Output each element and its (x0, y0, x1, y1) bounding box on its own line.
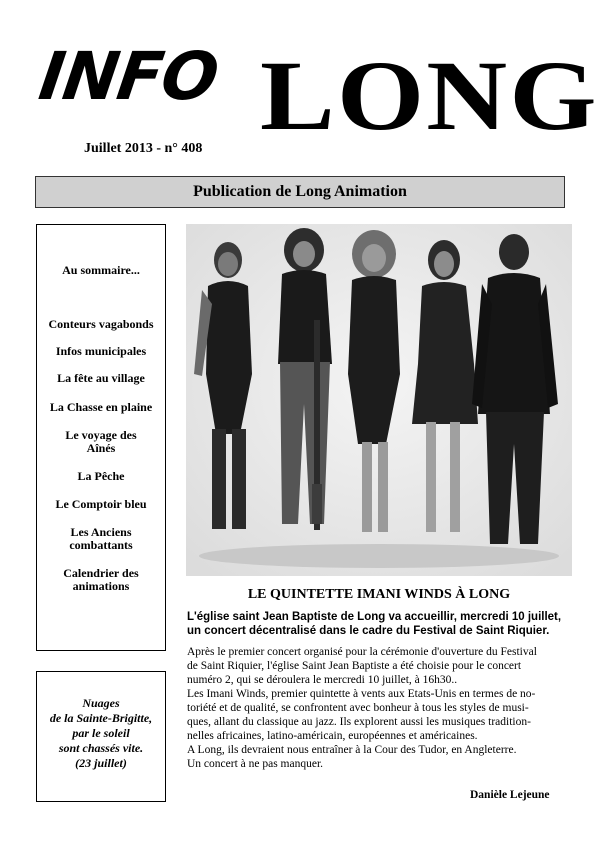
proverb-line: (23 juillet) (75, 756, 127, 770)
masthead-long: LONG (260, 40, 599, 151)
publication-banner: Publication de Long Animation (35, 176, 565, 208)
article-title: LE QUINTETTE IMANI WINDS À LONG (247, 587, 511, 602)
proverb-line: sont chassés vite. (58, 741, 144, 755)
quintet-photo-illustration (186, 224, 572, 576)
toc-item[interactable]: Le voyage des Aînés (65, 428, 137, 455)
toc-heading: Au sommaire... (62, 263, 140, 277)
table-of-contents (36, 224, 166, 651)
proverb-line: Nuages (82, 696, 120, 710)
article-body-line: de Saint Riquier, l'église Saint Jean Baptiste a été choisie pour le concert (187, 660, 522, 672)
toc-item[interactable]: Conteurs vagabonds (48, 317, 154, 331)
article-body-line: Après le premier concert organisé pour la cérémonie d'ouverture du Festival (187, 646, 537, 658)
toc-item[interactable]: Infos municipales (55, 344, 147, 358)
proverb-line: de la Sainte-Brigitte, (49, 711, 153, 725)
article-body-line: Les Imani Winds, premier quintette à vents aux Etats-Unis en termes de no- (187, 688, 536, 700)
toc-item[interactable]: La fête au village (57, 371, 145, 385)
proverb-line: par le soleil (72, 726, 130, 740)
article-body-line: numéro 2, qui se déroulera le mercredi 10 juillet, à 16h30.. (187, 674, 458, 686)
quintet-photo (186, 224, 572, 576)
issue-date-number: Juillet 2013 - n° 408 (84, 141, 203, 156)
article-body-line: ques, allant du classique au jazz. Ils explorent aussi les musiques tradition- (187, 716, 531, 728)
masthead-info: INFO (34, 38, 223, 115)
article-body (187, 645, 572, 771)
toc-item[interactable]: Calendrier des animations (63, 566, 139, 593)
toc-item[interactable]: La Pêche (77, 469, 125, 483)
article-body-line: A Long, ils devraient nous entraîner à la Cour des Tudor, en Angleterre. (187, 744, 517, 756)
toc-item[interactable]: Le Comptoir bleu (55, 497, 147, 511)
article-body-line: toriété et de qualité, se confrontent avec bonheur à tous les styles de musi- (187, 702, 529, 714)
article-lead: L'église saint Jean Baptiste de Long va accueillir, mercredi 10 juillet, un concert décentralisé dans le cadre du Festival de Saint Riquier. (187, 611, 562, 637)
weather-proverb-box (36, 671, 166, 802)
article-body-line: Un concert à ne pas manquer. (187, 758, 324, 770)
toc-item[interactable]: La Chasse en plaine (49, 400, 153, 414)
article-author: Danièle Lejeune (470, 789, 550, 801)
article-body-line: nelles africaines, latino-américain, européennes et américaines. (187, 730, 478, 742)
toc-item[interactable]: Les Anciens combattants (69, 525, 133, 552)
